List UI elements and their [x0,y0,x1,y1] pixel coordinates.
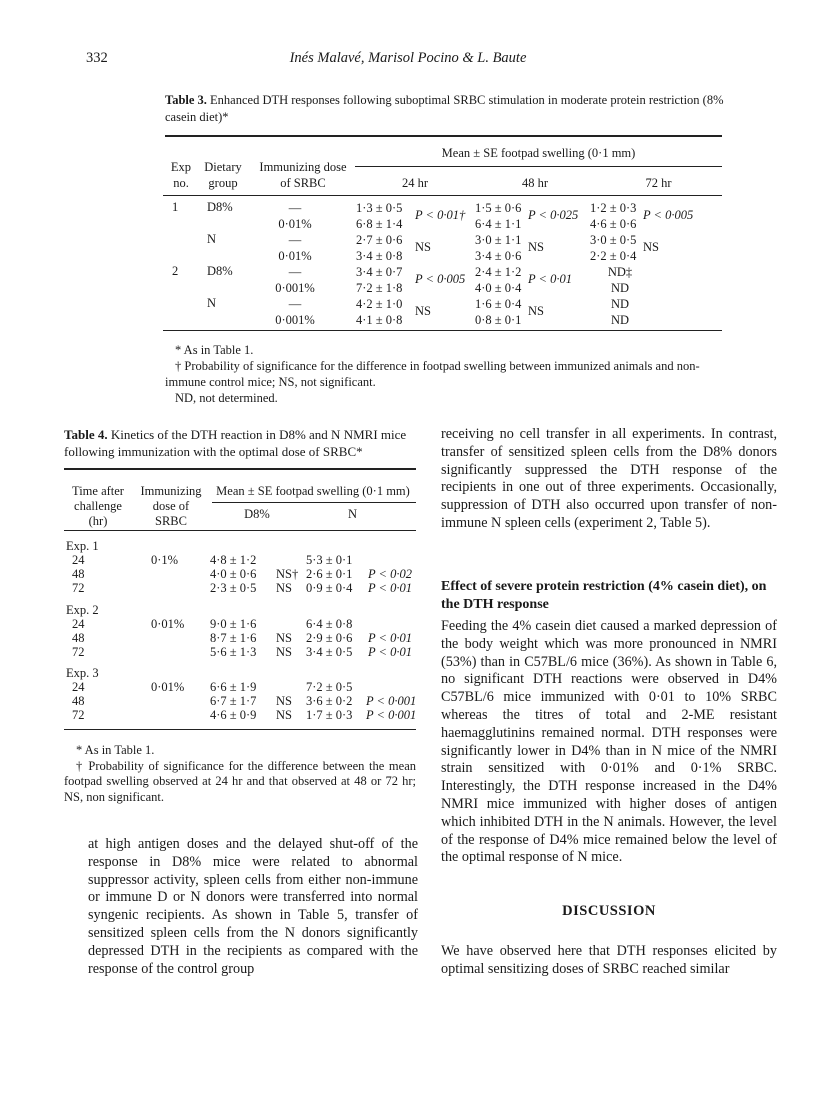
table3-48hr-values [475,200,521,232]
dose-value: — [288,233,302,247]
table3-group: N [207,296,217,310]
right-column-paragraph-2 [441,618,777,867]
table3-top-rule [165,135,722,137]
table3-header-diet [196,159,250,191]
value: 3·6 ± 0·2 [306,694,353,708]
sig [276,617,292,631]
dose-value: 0·001% [275,313,315,327]
sig [368,553,412,567]
sig: NS [276,645,292,659]
value: 5·6 ± 1·3 [210,645,257,659]
table3-48hr-p: P < 0·025 [528,208,579,222]
table3-48hr-p: NS [528,240,544,254]
sig: P < 0·001 [366,708,417,722]
value: 1·6 ± 0·4 [475,297,522,311]
value: 4·6 ± 0·6 [590,217,637,231]
value: 3·0 ± 1·1 [475,233,522,247]
header-line: Immunizing dose [259,160,347,174]
table3-header-rule [163,195,722,196]
table4-d8-values [210,553,256,595]
table3-24hr-values [356,296,402,328]
table3-bottom-rule [163,330,722,331]
table4-dose: 0·1% [151,553,179,567]
time: 48 [72,631,85,645]
table3-label: Table 3. [165,93,207,107]
discussion-heading: DISCUSSION [562,903,656,919]
table3-footnote: ND, not determined. [175,391,278,405]
value: 1·7 ± 0·3 [306,708,353,722]
value: 8·7 ± 1·6 [210,631,257,645]
value: 0·8 ± 0·1 [475,313,522,327]
page-number: 332 [86,50,108,66]
table3-24hr-values [356,232,402,264]
table4-n-values [306,617,352,659]
sig [276,553,298,567]
sig: NS [276,708,292,722]
table3-48hr-values [475,232,521,264]
table3-48hr-values [475,264,521,296]
sig: NS [276,581,292,595]
value: 0·9 ± 0·4 [306,581,353,595]
header-line: no. [173,176,189,190]
header-line: of SRBC [280,176,326,190]
header-line: Immunizing [140,484,202,498]
value: 4·1 ± 0·8 [356,313,403,327]
value: 3·0 ± 0·5 [590,233,637,247]
table4-d8-sig [276,617,292,659]
body-paragraph: We have observed here that DTH responses elicited by optimal sensitizing doses of SRBC reached similar [441,943,777,977]
value: 2·2 ± 0·4 [590,249,637,263]
header-line: Dietary [204,160,242,174]
table3-24hr-p: P < 0·01† [415,208,466,222]
value: 7·2 ± 1·8 [356,281,403,295]
table4-header-dose [134,484,208,529]
value: 7·2 ± 0·5 [306,680,353,694]
value: 2·4 ± 1·2 [475,265,522,279]
table3-doses [265,200,325,232]
header-line: challenge [74,499,122,513]
body-paragraph: receiving no cell transfer in all experiments. In contrast, transfer of sensitized spleen cells from the D8% donors significantly suppressed the DTH response of the recipients in one out of three experiments. Occasionally, suppression of DTH also occurred upon transfer of non-immune N spleen cells (experiment 2, Table 5). [441,426,777,531]
table4-label: Table 4. [64,427,108,442]
value: 4·6 ± 0·9 [210,708,257,722]
value: 3·4 ± 0·8 [356,249,403,263]
value: ND [610,297,630,311]
table3-doses [265,296,325,328]
table3-group: N [207,232,217,246]
table4-top-rule [64,468,416,470]
table4-header-n: N [347,507,358,521]
value: 4·0 ± 0·6 [210,567,257,581]
table3-24hr-p: P < 0·005 [415,272,466,286]
table3-24hr-values [356,200,402,232]
table4-exp-label: Exp. 1 [66,539,99,553]
time: 24 [72,553,85,567]
value: 1·3 ± 0·5 [356,201,403,215]
table3-group: D8% [207,264,233,278]
sig: NS [276,631,292,645]
value: 4·0 ± 0·4 [475,281,522,295]
dose-value: 0·01% [278,249,312,263]
time: 72 [72,708,85,722]
table4-caption [64,426,416,460]
table3-doses [265,264,325,296]
sig: P < 0·01 [368,581,412,595]
table3-24hr-p: NS [415,304,431,318]
table3-header-span: Mean ± SE footpad swelling (0·1 mm) [441,146,636,160]
value: 3·4 ± 0·5 [306,645,353,659]
table3-exp: 2 [172,264,179,278]
dose-value: 0·01% [278,217,312,231]
header-line: Exp [170,160,192,174]
value: 6·4 ± 0·8 [306,617,353,631]
dose-value: 0·001% [275,281,315,295]
table4-dose: 0·01% [151,617,185,631]
value: 2·9 ± 0·6 [306,631,353,645]
value: 6·4 ± 1·1 [475,217,522,231]
table4-header-rule [64,530,416,531]
table3-48hr-values [475,296,521,328]
table4-times [72,553,85,595]
table3-header-exp [163,159,199,191]
table3-72hr-values [595,264,645,296]
table3-footnotes [165,342,725,406]
table4-span-rule [212,502,416,503]
table4-footnotes [64,743,416,805]
table3-header-24hr: 24 hr [401,176,429,190]
value: 6·8 ± 1·4 [356,217,403,231]
value: 4·8 ± 1·2 [210,553,257,567]
table3-group: D8% [207,200,233,214]
table3-span-rule [355,166,722,167]
header-line: dose of [152,499,190,513]
table4-d8-values [210,680,256,722]
table3-header-dose [248,159,358,191]
sig: P < 0·01 [368,645,412,659]
table4-footnote: † Probability of significance for the difference between the mean footpad swelling observed at 24 hr and that observed at 48 or 72 hr; NS, non significant. [64,758,416,804]
table4-d8-values [210,617,256,659]
header-line: SRBC [155,514,187,528]
value: 4·2 ± 1·0 [356,297,403,311]
table4-header-span: Mean ± SE footpad swelling (0·1 mm) [216,484,410,498]
time: 24 [72,617,85,631]
dose-value: — [288,201,302,215]
sig [368,617,412,631]
value: 2·7 ± 0·6 [356,233,403,247]
value: 2·6 ± 0·1 [306,567,353,581]
table4-n-sig [366,680,416,722]
header-line: group [208,176,238,190]
table3-24hr-values [356,264,402,296]
table3-48hr-p: P < 0·01 [528,272,572,286]
table4-caption-text: Kinetics of the DTH reaction in D8% and N NMRI mice following immunization with the optimal dose of SRBC* [64,427,407,459]
value: 2·3 ± 0·5 [210,581,257,595]
sig: P < 0·01 [368,631,412,645]
table4-header-time [62,484,134,529]
sig [366,680,416,694]
table4-header-d8: D8% [244,507,270,521]
table3-caption [165,92,725,126]
left-column-text [88,836,418,978]
table3-exp: 1 [172,200,179,214]
time: 72 [72,581,85,595]
value: 5·3 ± 0·1 [306,553,353,567]
value: 6·7 ± 1·7 [210,694,257,708]
table4-n-values [306,553,352,595]
time: 72 [72,645,85,659]
table3-72hr-p: P < 0·005 [643,208,694,222]
table4-dose: 0·01% [151,680,185,694]
value: 3·4 ± 0·6 [475,249,522,263]
sig: NS [276,694,292,708]
value: ND [610,281,630,295]
table3-72hr-values [590,232,636,264]
header-line: (hr) [88,514,108,528]
value: ND [610,313,630,327]
value: 1·5 ± 0·6 [475,201,522,215]
running-head-authors: Inés Malavé, Marisol Pocino & L. Baute [289,50,527,66]
sig: NS† [276,567,299,581]
table4-n-sig [368,617,412,659]
value: 3·4 ± 0·7 [356,265,403,279]
table4-n-values [306,680,352,722]
right-column-paragraph-3 [441,943,777,979]
table3-72hr-p: NS [643,240,659,254]
table4-d8-sig [276,680,292,722]
sig: P < 0·001 [366,694,417,708]
table3-header-48hr: 48 hr [521,176,549,190]
dose-value: — [288,265,302,279]
value: 6·6 ± 1·9 [210,680,257,694]
sig: P < 0·02 [368,567,412,581]
time: 24 [72,680,85,694]
table4-d8-sig [276,553,298,595]
time: 48 [72,567,85,581]
value: 9·0 ± 1·6 [210,617,257,631]
section-heading: Effect of severe protein restriction (4% casein diet), on the DTH response [441,579,767,612]
body-paragraph: at high antigen doses and the delayed shut-off of the response in D8% mice were related to abnormal suppressor activity, spleen cells from either non-immune or immune D or N donors were transferred into normal syngenic recipients. As shown in Table 5, transfer of sensitized spleen cells from the N donors significantly depressed DTH in the recipients as compared with the response of the control group [88,836,418,977]
table4-exp-label: Exp. 3 [66,666,99,680]
table3-24hr-p: NS [415,240,431,254]
dose-value: — [288,297,302,311]
header-line: Time after [72,484,124,498]
table3-header-72hr: 72 hr [645,176,672,190]
table3-doses [265,232,325,264]
table3-48hr-p: NS [528,304,544,318]
right-column-paragraph-1 [441,426,777,533]
running-head [0,50,816,70]
table4-n-sig [368,553,412,595]
table4-exp-label: Exp. 2 [66,603,99,617]
time: 48 [72,694,85,708]
table4-times [72,617,85,659]
table3-72hr-values [590,200,636,232]
table4-bottom-rule [64,729,416,730]
table3-caption-text: Enhanced DTH responses following suboptimal SRBC stimulation in moderate protein restriction (8% casein diet)* [165,93,724,124]
table4-times [72,680,85,722]
table3-footnote: † Probability of significance for the difference in footpad swelling between immunized animals and non-immune control mice; NS, not significant. [165,359,700,389]
table3-footnote: * As in Table 1. [175,343,254,357]
table4-footnote: * As in Table 1. [76,743,155,757]
sig [276,680,292,694]
value: 1·2 ± 0·3 [590,201,637,215]
body-paragraph: Feeding the 4% casein diet caused a marked depression of the body weight which was more pronounced in NMRI (53%) than in C57BL/6 mice (36%). As shown in Table 6, no significant DTH reactions were observed in D4% C57BL/6 mice immunized with 0·01 to 10% SRBC whereas the titres of total and 2-ME resistant haemagglutinins remained normal. DTH responses were significantly lower in D4% than in N mice of the NMRI strain sensitized with 0·01% and 0·1% SRBC. Interestingly, the DTH response increased in the D4% NMRI mice immunized with higher doses of antigen which inhibited DTH in the N animals. However, the level of the response of D4% mice remained below the level of the optimal response of N mice. [441,618,777,866]
table3-72hr-values [595,296,645,328]
value: ND‡ [607,265,633,279]
